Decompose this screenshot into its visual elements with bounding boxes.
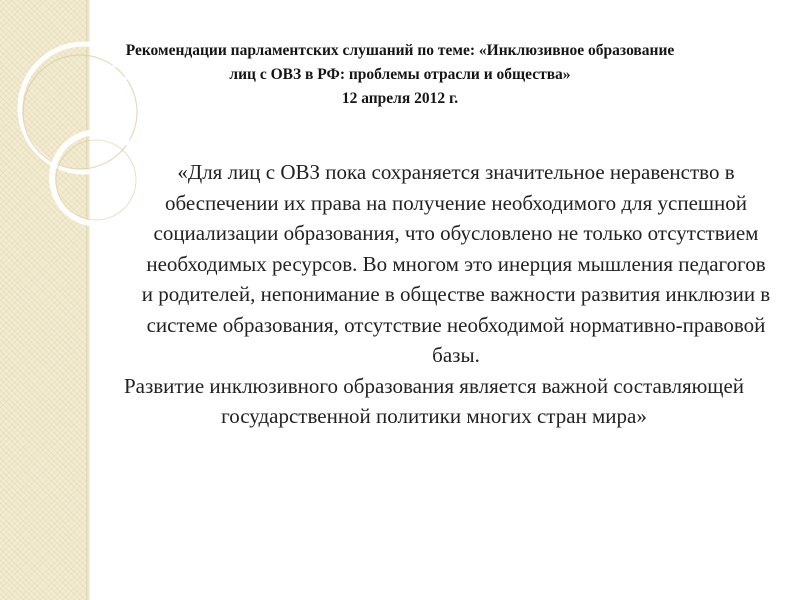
slide-body [100,157,780,432]
title-line-2: лиц с ОВЗ в РФ: проблемы отрасли и общества» [229,66,571,83]
closing-paragraph: Развитие инклюзивного образования является важной составляющей государственной политики многих стран мира» [123,373,745,428]
slide-title [50,39,750,111]
title-date: 12 апреля 2012 г. [341,90,459,107]
title-line-1: Рекомендации парламентских слушаний по теме: «Инклюзивное образование [125,42,675,59]
quote-paragraph: «Для лиц с ОВЗ пока сохраняется значительное неравенство в обеспечении их права на получение необходимого для успешной социализации образования, что обусловлено не только отсутствием необходимых ресурсов. Во многом это инерция мышления педагогов и родителей, непонимание в обществе важности развития инклюзии в системе образования, отсутствие необходимой нормативно-правовой базы. [141,160,771,367]
